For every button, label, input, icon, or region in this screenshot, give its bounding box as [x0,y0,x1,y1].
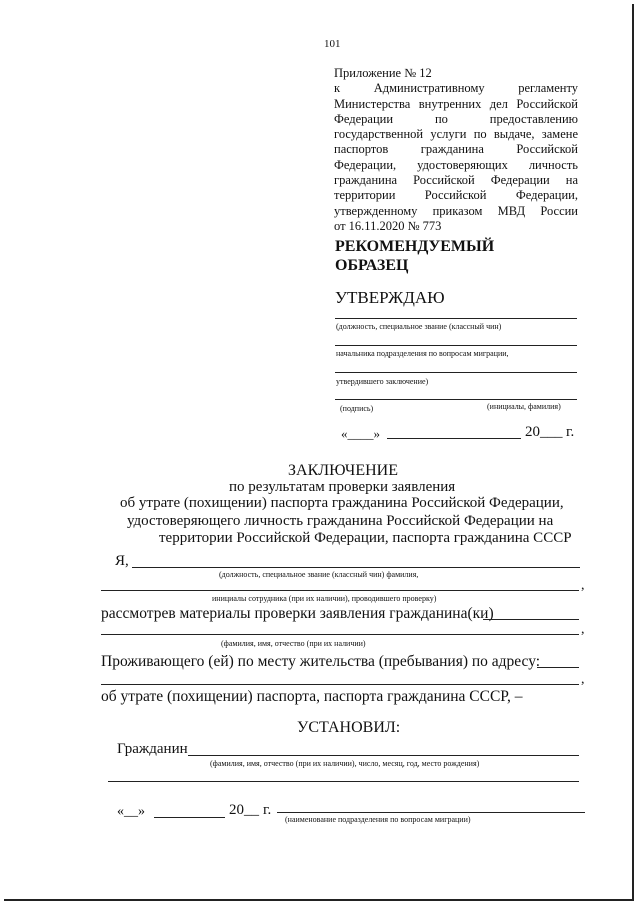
appendix-line: гражданина Российской Федерации на [334,173,578,188]
body-line-residing [537,667,579,668]
body-line-initials [101,590,579,591]
footer-line-unit [277,812,585,813]
footer-date-open: «__» [117,804,145,819]
appendix-line: от 16.11.2020 № 773 [334,218,442,233]
approve-line-signature [335,399,577,400]
approve-caption-signature: (подпись) [340,404,374,413]
appendix-line: Приложение № 12 [334,66,432,80]
approve-caption-position: (должность, специальное звание (классный чин) [336,322,502,331]
footer-date-year: 20__ [229,802,259,818]
footer-date-line [154,817,225,818]
doc-title-line3: удостоверяющего личность гражданина Российской Федерации на [127,513,554,529]
body-caption-fio: (фамилия, имя, отчество (при их наличии) [221,639,366,648]
established-caption-citizen: (фамилия, имя, отчество (при их наличии), число, месяц, год, место рождения) [210,759,480,768]
body-comma-1: , [581,578,585,593]
appendix-line: паспортов гражданина Российской [334,142,578,157]
doc-title-line2: об утрате (похищении) паспорта гражданина Российской Федерации, [120,495,564,511]
sample-mark-line1: РЕКОМЕНДУЕМЫЙ [335,238,495,255]
body-line-residing-2 [101,684,579,685]
appendix-line: утвержденному приказом МВД России [334,203,578,218]
approve-line-approved [335,372,577,373]
appendix-line: Федерации, удостоверяющих личность [334,157,578,172]
body-reviewed: рассмотрев материалы проверки заявления гражданина(ки) [101,605,494,622]
established-citizen: Гражданин [117,741,188,757]
approve-date-open: «____» [341,426,380,441]
footer-caption-unit: (наименование подразделения по вопросам миграции) [285,815,471,824]
body-comma-3: , [581,672,585,687]
appendix-line: государственной услуги по выдаче, замене [334,127,578,142]
appendix-line: к Административному регламенту [334,81,578,96]
footer-date-suffix: г. [263,802,272,818]
body-residing: Проживающего (ей) по месту жительства (пребывания) по адресу: [101,653,541,670]
approve-caption-head: начальника подразделения по вопросам миграции, [336,349,509,358]
approve-caption-initials: (инициалы, фамилия) [487,402,561,411]
body-about-loss: об утрате (похищении) паспорта, паспорта гражданина СССР, – [101,688,523,705]
body-line-reviewed [483,619,579,620]
approve-date-year: 20___ [525,424,563,440]
established-heading: УСТАНОВИЛ: [297,719,401,736]
approve-line-head [335,345,577,346]
approve-title: УТВЕРЖДАЮ [335,288,445,307]
established-line-citizen-2 [108,781,579,782]
body-line-ya [132,567,580,568]
doc-title-line4: территории Российской Федерации, паспорта гражданина СССР [159,530,572,546]
appendix-line: территории Российской Федерации, [334,188,578,203]
body-caption-initials: инициалы сотрудника (при их наличии), проводившего проверку) [212,594,437,603]
established-line-citizen [188,755,579,756]
body-line-reviewed-2 [101,634,579,635]
doc-heading: ЗАКЛЮЧЕНИЕ [288,462,398,479]
approve-caption-approved: утвердившего заключение) [336,377,429,386]
approve-date-suffix: г. [566,424,575,440]
appendix-line: Министерства внутренних дел Российской [334,96,578,111]
body-comma-2: , [581,622,585,637]
doc-title-line1: по результатам проверки заявления [229,479,456,495]
body-caption-position: (должность, специальное звание (классный чин) фамилия, [219,570,419,579]
appendix-line: Федерации по предоставлению [334,111,578,126]
sample-mark-line2: ОБРАЗЕЦ [335,257,409,274]
body-ya: Я, [115,553,129,569]
page-number: 101 [324,38,341,50]
approve-line-position [335,318,577,319]
approve-date-line [387,438,521,439]
appendix-block [334,66,578,234]
